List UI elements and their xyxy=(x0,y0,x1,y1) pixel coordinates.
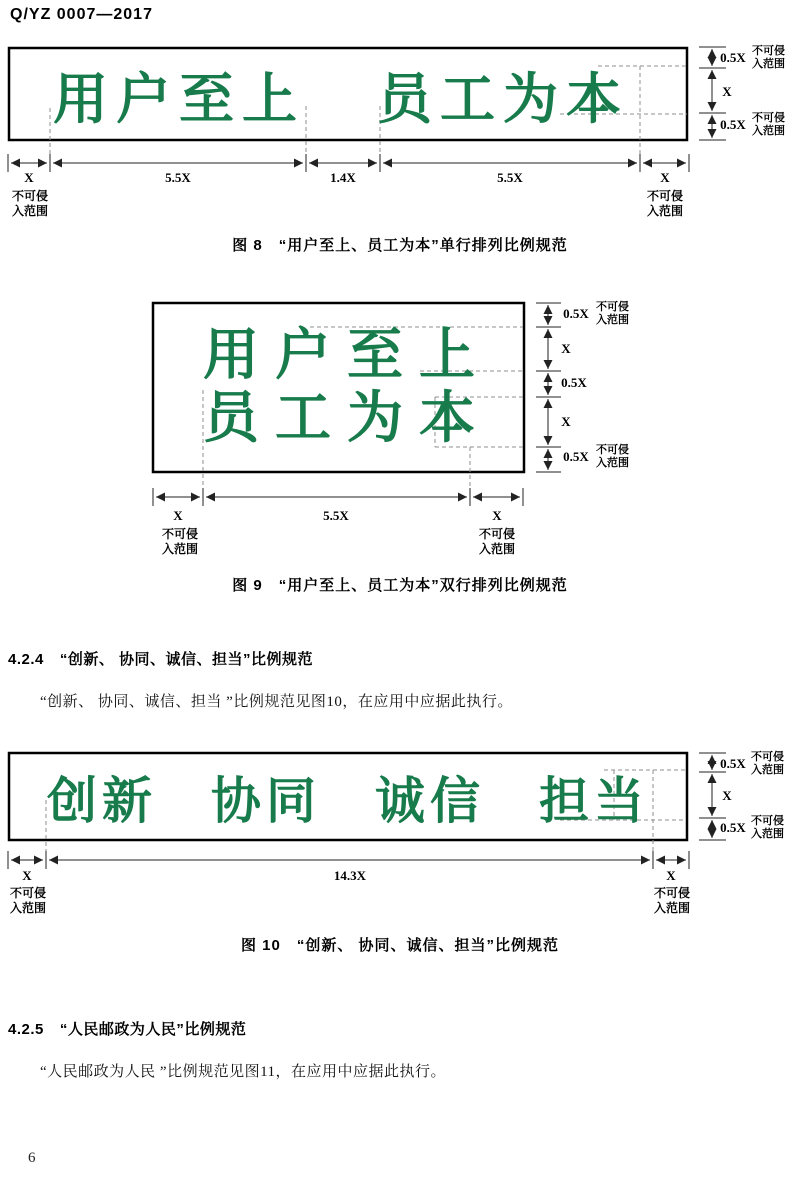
figure9-right-dimension xyxy=(536,303,561,472)
no-intrude-label: 不可侵入范围 xyxy=(596,301,629,327)
dim-label-143x: 14.3X xyxy=(333,868,367,883)
section-425-heading xyxy=(8,1018,246,1039)
no-intrude-label: 不可侵入范围 xyxy=(751,751,784,777)
dim-label-half-x: 0.5X xyxy=(720,117,746,132)
figure10-word3: 诚信 xyxy=(375,771,485,830)
dim-label-x: X xyxy=(722,84,732,99)
section-424-heading xyxy=(8,648,313,669)
dim-label-x: X xyxy=(660,170,670,185)
dim-label-half-x: 0.5X xyxy=(563,306,589,321)
figure9-slogan-line2: 员工为本 xyxy=(203,385,491,451)
dim-label-x: X xyxy=(492,508,502,523)
figure10-word2: 协同 xyxy=(211,771,321,830)
figure8-slogan-part2: 员工为本 xyxy=(377,66,630,131)
no-intrude-label: 不可侵入范围 xyxy=(596,444,629,470)
figure8-slogan-part1: 用户至上 xyxy=(53,66,306,131)
no-intrude-label: 不可侵入范围 xyxy=(752,45,785,71)
dim-label-x: X xyxy=(561,414,571,429)
figure10-word4: 担当 xyxy=(539,771,649,830)
dim-label-half-x: 0.5X xyxy=(720,50,746,65)
section-425-number: 4.2.5 xyxy=(8,1021,44,1038)
dim-label-55x: 5.5X xyxy=(323,508,349,523)
no-intrude-label: 不可侵入范围 xyxy=(12,189,49,218)
dim-label-x: X xyxy=(722,788,732,803)
figure8-caption: 图 8 “用户至上、员工为本”单行排列比例规范 xyxy=(232,237,568,254)
figure10-caption: 图 10 “创新、 协同、诚信、担当”比例规范 xyxy=(240,937,560,954)
figure10-bottom-dimension xyxy=(8,851,689,869)
dim-label-55x: 5.5X xyxy=(165,170,191,185)
no-intrude-label: 不可侵入范围 xyxy=(647,189,684,218)
no-intrude-label: 不可侵入范围 xyxy=(752,112,785,138)
figure8-slogan xyxy=(9,48,687,140)
figure9-caption: 图 9 “用户至上、员工为本”双行排列比例规范 xyxy=(232,577,568,594)
doc-number: Q/YZ 0007—2017 xyxy=(10,6,153,23)
section-424-title: “创新、 协同、诚信、担当”比例规范 xyxy=(59,651,314,668)
dim-label-x: X xyxy=(24,170,34,185)
no-intrude-label: 不可侵入范围 xyxy=(162,527,199,556)
section-425-paragraph: “人民邮政为人民 ”比例规范见图11，在应用中应据此执行。 xyxy=(40,1064,447,1080)
dim-label-half-x: 0.5X xyxy=(563,449,589,464)
dim-label-14x: 1.4X xyxy=(330,170,356,185)
no-intrude-label: 不可侵入范围 xyxy=(479,527,516,556)
dim-label-x: X xyxy=(22,868,32,883)
dim-label-half-x: 0.5X xyxy=(561,375,587,390)
no-intrude-label: 不可侵入范围 xyxy=(654,886,691,915)
section-424-number: 4.2.4 xyxy=(8,651,44,668)
figure9-slogan-line1: 用户至上 xyxy=(203,322,491,388)
dim-label-half-x: 0.5X xyxy=(720,756,746,771)
no-intrude-label: 不可侵入范围 xyxy=(10,886,47,915)
figure10-slogan xyxy=(9,753,687,840)
dim-label-half-x: 0.5X xyxy=(720,820,746,835)
figure10-word1: 创新 xyxy=(47,771,157,830)
dim-label-x: X xyxy=(666,868,676,883)
section-424-paragraph: “创新、 协同、诚信、担当 ”比例规范见图10，在应用中应据此执行。 xyxy=(40,694,513,710)
dim-label-x: X xyxy=(173,508,183,523)
section-425-title: “人民邮政为人民”比例规范 xyxy=(59,1021,247,1038)
no-intrude-label: 不可侵入范围 xyxy=(751,815,784,841)
figure9-bottom-dimension xyxy=(153,488,523,506)
dim-label-x: X xyxy=(561,341,571,356)
figure9-slogan xyxy=(155,303,523,472)
dim-label-55x: 5.5X xyxy=(497,170,523,185)
page-number: 6 xyxy=(28,1150,36,1166)
